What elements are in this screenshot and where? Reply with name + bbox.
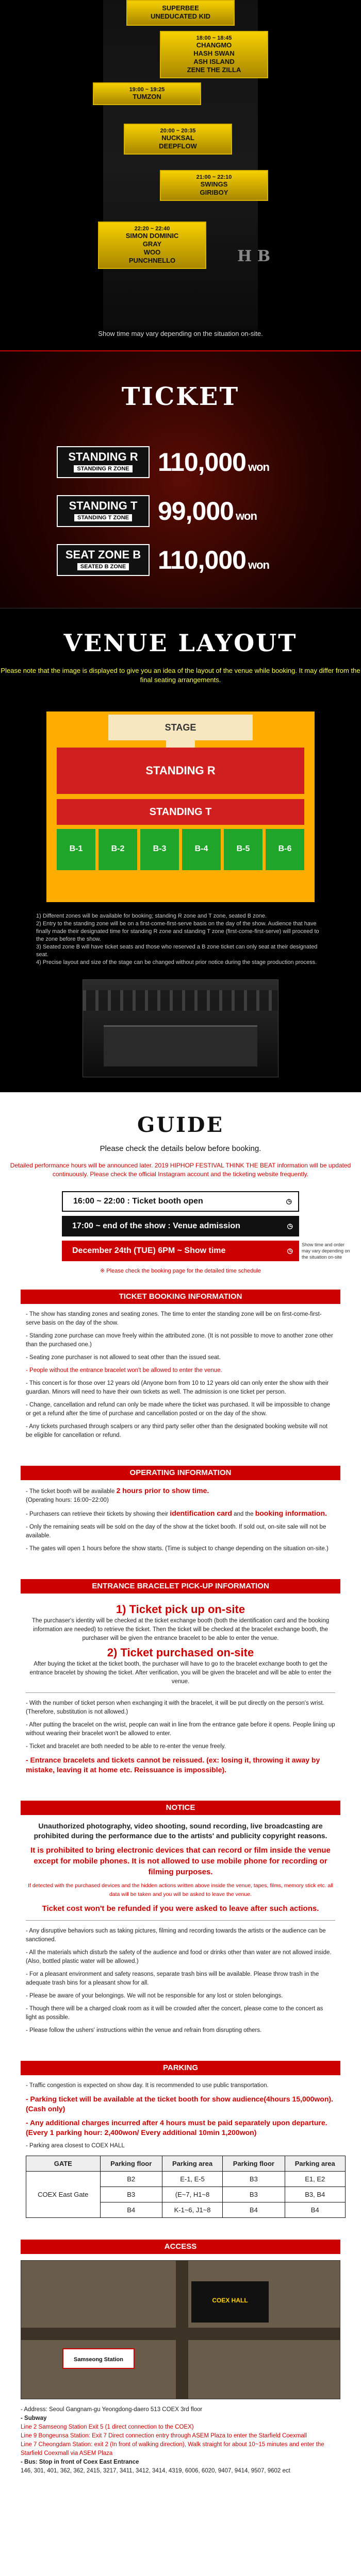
ticket-label [57, 495, 150, 527]
artist-name: UNEDUCATED KID [150, 12, 211, 20]
info-item: - Ticket and bracelet are both needed to be able to re-enter the venue freely. [26, 1743, 226, 1750]
block-heading: ENTRANCE BRACELET PICK-UP INFORMATION [21, 1579, 340, 1594]
block-body [21, 1304, 340, 1450]
ticket-label-name: STANDING T [69, 499, 138, 512]
ticket-row [57, 542, 304, 578]
clock-icon: ◷ [286, 1197, 292, 1205]
table-header: GATE [26, 2156, 101, 2172]
map-venue: COEX HALL [191, 2281, 269, 2323]
slot-time: 22:20 ~ 22:40 [134, 226, 170, 232]
text: (Operating hours: 16:00~22:00) [26, 1497, 109, 1503]
stage: STAGE [108, 715, 253, 740]
text: and the [234, 1511, 254, 1517]
notice-item: - Please follow the ushers' instructions within the venue and refrain from disrupting others. [26, 2027, 262, 2033]
venue-title: VENUE LAYOUT [63, 629, 298, 657]
bracelet-step-text: After buying the ticket at the ticket booth, the purchaser will have to go to the bracelet exchange booth to get the entrance bracelet by showing the ticket. After verification, you will be given the bracelet and will be able to enter the venue. [29, 1661, 332, 1685]
block-heading: NOTICE [21, 1801, 340, 1815]
price-value: 110,000 [158, 546, 246, 574]
seat-block: B-2 [99, 829, 137, 870]
parking-item-red: - Parking ticket will be available at the ticket booth for show audience(4hours 15,000won). (Cash only) [26, 2095, 333, 2113]
seat-block: B-5 [224, 829, 262, 870]
venue-bullet: 3) Seated zone B will have ticket seats and those who reserved a B zone ticket can only seat at their designated seat. [36, 944, 318, 958]
table-cell: E-1, E-5 [162, 2172, 222, 2187]
venue-bullet: 1) Different zones will be available for booking; standing R zone and T zone, seated B zone. [36, 913, 267, 919]
ticket-section [0, 350, 361, 608]
ticket-label-name: STANDING R [68, 450, 138, 463]
ticket-price [158, 545, 269, 575]
venue-note: Please note that the image is displayed to give you an idea of the layout of the venue while booking. It may differ from the final seating arrangements. [1, 667, 360, 684]
ticket-zone: SEATED B ZONE [77, 563, 129, 570]
notice-block [21, 1801, 340, 2045]
bracelet-step-title: 2) Ticket purchased on-site [107, 1646, 254, 1659]
timetable-slot [126, 0, 235, 26]
artist-name: GRAY [142, 240, 162, 248]
block-body [21, 2075, 340, 2224]
timetable-note: Show time may vary depending on the situation on-site. [98, 330, 263, 337]
artist-name: TUMZON [133, 93, 161, 100]
info-item: - The gates will open 1 hours before the show starts. (Time is subject to change depending on the situation on-site.) [26, 1546, 329, 1552]
block-body [21, 1815, 340, 2045]
table-header: Parking area [285, 2156, 346, 2172]
slot-time: 18:00 ~ 18:45 [196, 35, 232, 41]
ticket-price [158, 496, 257, 526]
info-item: - After putting the bracelet on the wrist, people can wait in line from the entrance gate before it opens. People lining up without wearing their bracelet won't be allowed to enter. [26, 1722, 335, 1737]
text: - The ticket booth will be available [26, 1488, 115, 1495]
table-cell: B3 [100, 2187, 162, 2202]
table-header: Parking floor [100, 2156, 162, 2172]
table-row [26, 2172, 346, 2187]
parking-table [26, 2156, 346, 2218]
access-map [21, 2260, 340, 2399]
divider [26, 1692, 335, 1693]
block-heading: ACCESS [21, 2240, 340, 2254]
access-info [21, 2405, 340, 2476]
hall-floor [104, 1025, 257, 1066]
artist-name: GIRIBOY [200, 189, 228, 196]
venue-bullet: 4) Precise layout and size of the stage can be changed without prior notice during the stage production process. [36, 959, 317, 965]
price-value: 110,000 [158, 448, 246, 477]
price-unit: won [248, 461, 269, 473]
parking-item: - Parking area closest to COEX HALL [26, 2143, 125, 2149]
table-header-row [26, 2156, 346, 2172]
timetable-slot [160, 170, 268, 201]
price-value: 99,000 [158, 497, 234, 526]
show-time-note: Show time and order may vary depending on the situation on-site [302, 1242, 350, 1260]
artist-name: DEEPFLOW [159, 142, 197, 150]
notice-item: - Please be aware of your belongings. We will not be responsible for any lost or stolen belongings. [26, 1993, 283, 1999]
schedule-bars [0, 1191, 361, 1261]
venue-bullet: 2) Entry to the standing zone will be on a first-come-first-serve basis on the day of the show. Audience that have finally made their designated time for standing R zone and standing T zone (first-come-first-serve) will proceed to the zone before the show. [36, 921, 319, 942]
text-highlight: booking information. [255, 1509, 327, 1517]
info-item: - The show has standing zones and seating zones. The time to enter the standing zone will be on first-come-first-serve basis on the day of the show. [26, 1311, 322, 1326]
festival-logo: H B [237, 247, 271, 265]
table-cell: B3, B4 [285, 2187, 346, 2202]
schedule-bar-booth [62, 1191, 299, 1212]
table-header: Parking area [162, 2156, 222, 2172]
artist-name: SIMON DOMINIC [125, 232, 179, 240]
parking-item: - Traffic congestion is expected on show day. It is recommended to use public transportation. [26, 2082, 269, 2089]
info-item: - Seating zone purchaser is not allowed to seat other than the issued seat. [26, 1354, 221, 1361]
map-station: Samseong Station [62, 2348, 135, 2369]
ticket-zone: STANDING R ZONE [74, 465, 132, 472]
operating-info-block [21, 1466, 340, 1564]
block-body [21, 1480, 340, 1564]
reissue-warning: - Entrance bracelets and tickets cannot be reissued. (ex: losing it, throwing it away by mistake, leaving it at home etc. Reissuance is impossible). [26, 1756, 320, 1774]
table-cell: B4 [223, 2202, 285, 2218]
notice-item: - All the materials which disturb the safety of the audience and food or drinks other than water are not allowed inside. (Also, bottled plastic water will be allowed.) [26, 1950, 332, 1964]
info-item [26, 1509, 335, 1519]
table-cell: B4 [285, 2202, 346, 2218]
guide-red-note: Detailed performance hours will be announced later. 2019 HIPHOP FESTIVAL THINK THE BEAT information will be updated continuously. Please check the official Instagram account and the ticketing website frequently. [10, 1162, 351, 1178]
divider [26, 1920, 335, 1921]
schedule-text: 17:00 ~ end of the show : Venue admission [72, 1222, 240, 1230]
slot-time: 21:00 ~ 22:10 [196, 174, 232, 180]
text: - Purchasers can retrieve their tickets by showing their [26, 1511, 169, 1517]
venue-section [0, 608, 361, 1092]
block-heading: OPERATING INFORMATION [21, 1466, 340, 1480]
booking-info-block [21, 1290, 340, 1450]
seat-block: B-6 [266, 829, 304, 870]
venue-map [46, 711, 315, 902]
guide-subtitle: Please check the details below before booking. [100, 1144, 261, 1153]
block-body [21, 1594, 340, 1785]
table-cell: B2 [100, 2172, 162, 2187]
table-cell: B3 [223, 2172, 285, 2187]
artist-name: WOO [143, 248, 161, 256]
table-cell: B3 [223, 2187, 285, 2202]
table-cell: E1, E2 [285, 2172, 346, 2187]
clock-icon: ◷ [287, 1222, 293, 1230]
access-line: - Address: Seoul Gangnam-gu Yeongdong-daero 513 COEX 3rd floor [21, 2406, 203, 2413]
venue-bullets [36, 912, 325, 967]
bracelet-step-text: The purchaser's identity will be checked at the ticket exchange booth (both the identification card and the booking information are needed) to retrieve the ticket. Then the ticket will be checked at the bracelet exchange booth, the purchaser will be given the entrance bracelet to be able to enter the venue. [31, 1618, 330, 1641]
timetable-slot [124, 124, 232, 155]
bracelet-step-title: 1) Ticket pick up on-site [116, 1603, 245, 1616]
guide-section [0, 1092, 361, 2576]
ticket-label [57, 446, 150, 478]
venue-photo [83, 979, 278, 1077]
info-item: - This concert is for those over 12 years old (Anyone born from 10 to 12 years old can only enter the show with their guardian. Minors will need to have their own tickets as well. The admission is one ticket per person. [26, 1380, 329, 1395]
artist-name: ASH ISLAND [193, 58, 235, 65]
artist-name: HASH SWAN [193, 49, 235, 57]
notice-item: - For a pleasant environment and safety reasons, separate trash bins will be available. Please throw trash in the adequate trash bins for a pleasant show for all. [26, 1971, 319, 1986]
info-item: - People without the entrance bracelet won't be allowed to enter the venue. [26, 1367, 222, 1374]
guide-title: GUIDE [137, 1113, 224, 1137]
seat-block: B-3 [140, 829, 179, 870]
notice-item: - Though there will be a charged cloak room as it will be crowded after the concert, please come to the concert as light as possible. [26, 2006, 323, 2021]
map-road [176, 2261, 188, 2399]
access-line: 146, 301, 401, 362, 362, 2415, 3217, 3411, 3412, 3414, 4319, 6006, 6020, 9407, 9414, 9507, 9602 ect [21, 2468, 290, 2474]
artist-name: NUCKSAL [161, 134, 194, 142]
timetable-section [0, 0, 361, 350]
access-line: - Bus: Stop in front of Coex East Entrance [21, 2459, 139, 2465]
block-heading: TICKET BOOKING INFORMATION [21, 1290, 340, 1304]
access-line: Line 9 Bongeunsa Station: Exit 7 Direct connection entry through ASEM Plaza to enter the Starfield Coexmall [21, 2433, 307, 2439]
text-highlight: identification card [170, 1509, 232, 1517]
timetable-slot [98, 222, 206, 269]
slot-time: 20:00 ~ 20:35 [160, 128, 196, 134]
table-cell: K-1~6, J1~8 [162, 2202, 222, 2218]
stage-lights [83, 990, 278, 1011]
access-line: Line 2 Samseong Station Exit 5 (1 direct connection to the COEX) [21, 2424, 194, 2430]
table-cell: COEX East Gate [26, 2172, 101, 2218]
timetable-slot [93, 82, 201, 105]
seat-block: B-1 [57, 829, 95, 870]
table-header: Parking floor [223, 2156, 285, 2172]
artist-name: SUPERBEE [162, 4, 199, 12]
schedule-text: 16:00 ~ 22:00 : Ticket booth open [73, 1197, 203, 1206]
artist-name: CHANGMO [196, 41, 232, 49]
notice-statement-red: It is prohibited to bring electronic devices that can record or film inside the venue except for mobile phones. It is not allowed to use mobile phone for recording or filming purposes. [30, 1846, 331, 1876]
info-item: - Any tickets purchased through scalpers or any third party seller other than the designated booking website will not be eligible for cancellation or refund. [26, 1423, 327, 1438]
table-cell: B4 [100, 2202, 162, 2218]
ticket-zone: STANDING T ZONE [74, 514, 132, 521]
schedule-bar-admission [62, 1216, 299, 1236]
seat-block: B-4 [182, 829, 221, 870]
notice-refund: Ticket cost won't be refunded if you were asked to leave after such actions. [42, 1904, 319, 1913]
table-cell: (E~7, H1~8 [162, 2187, 222, 2202]
info-item: - Standing zone purchase can move freely within the attributed zone. (It is not possible to move to another zone other than the purchased one.) [26, 1333, 333, 1348]
artist-name: ZENE THE ZILLA [187, 66, 241, 74]
price-unit: won [248, 558, 269, 571]
clock-icon: ◷ [287, 1247, 293, 1255]
schedule-bar-showtime [62, 1241, 299, 1261]
notice-detail: If detected with the purchased devices and the hidden actions written above inside the venue, tapes, films, memory stick etc. all data will be taken and you will be asked to leave the venue. [28, 1883, 333, 1897]
price-unit: won [235, 510, 257, 522]
access-line: Line 7 Cheongdam Station: exit 2 (In front of walking direction), Walk straight for about 10~15 minutes and enter the Starfield Coexmall via ASEM Plaza [21, 2442, 324, 2456]
ticket-price [158, 447, 269, 477]
notice-statement: Unauthorized photography, video shooting, sound recording, live broadcasting are prohibited during the performance due to the artists' and publicity copyright reasons. [34, 1822, 327, 1840]
ticket-row [57, 493, 304, 529]
block-heading: PARKING [21, 2061, 340, 2075]
schedule-text: December 24th (TUE) 6PM ~ Show time [72, 1246, 226, 1255]
text-highlight: 2 hours prior to show time. [116, 1486, 209, 1495]
ticket-label [57, 544, 150, 576]
schedule-hint: ※ Please check the booking page for the detailed time schedule [100, 1268, 261, 1274]
slot-time: 19:00 ~ 19:25 [129, 87, 165, 93]
access-block [21, 2240, 340, 2476]
zone-standing-r: STANDING R [57, 748, 304, 794]
zone-standing-t: STANDING T [57, 799, 304, 825]
timetable-slot [160, 31, 268, 78]
parking-block [21, 2061, 340, 2224]
artist-name: PUNCHNELLO [128, 257, 176, 264]
access-line: - Subway [21, 2415, 47, 2421]
bracelet-info-block [21, 1579, 340, 1785]
info-item: - With the number of ticket person when exchanging it with the bracelet, it will be put directly on the person's wrist. (Therefore, substitution is not allowed.) [26, 1700, 324, 1715]
ticket-title: TICKET [121, 382, 240, 411]
ticket-row [57, 444, 304, 480]
info-item [26, 1486, 335, 1505]
info-item: - Change, cancellation and refund can only be made where the ticket was purchased. It will be impossible to change or get a refund after the time of purchase and cancellation posted or on the day of the show. [26, 1402, 331, 1417]
seat-blocks [57, 829, 304, 870]
info-item: - Only the remaining seats will be sold on the day of the show at the ticket booth. If sold out, on-site sale will not be available. [26, 1524, 326, 1539]
ticket-label-name: SEAT ZONE B [65, 548, 141, 561]
parking-item-red: - Any additional charges incurred after 4 hours must be paid separately upon departure. (Every 1 parking hour: 2,400won/ Every additional 10min 1,200won) [26, 2119, 327, 2137]
artist-name: SWINGS [200, 180, 228, 188]
notice-item: - Any disruptive behaviors such as taking pictures, filming and recording towards the artists or the audience can be sanctioned. [26, 1928, 326, 1943]
